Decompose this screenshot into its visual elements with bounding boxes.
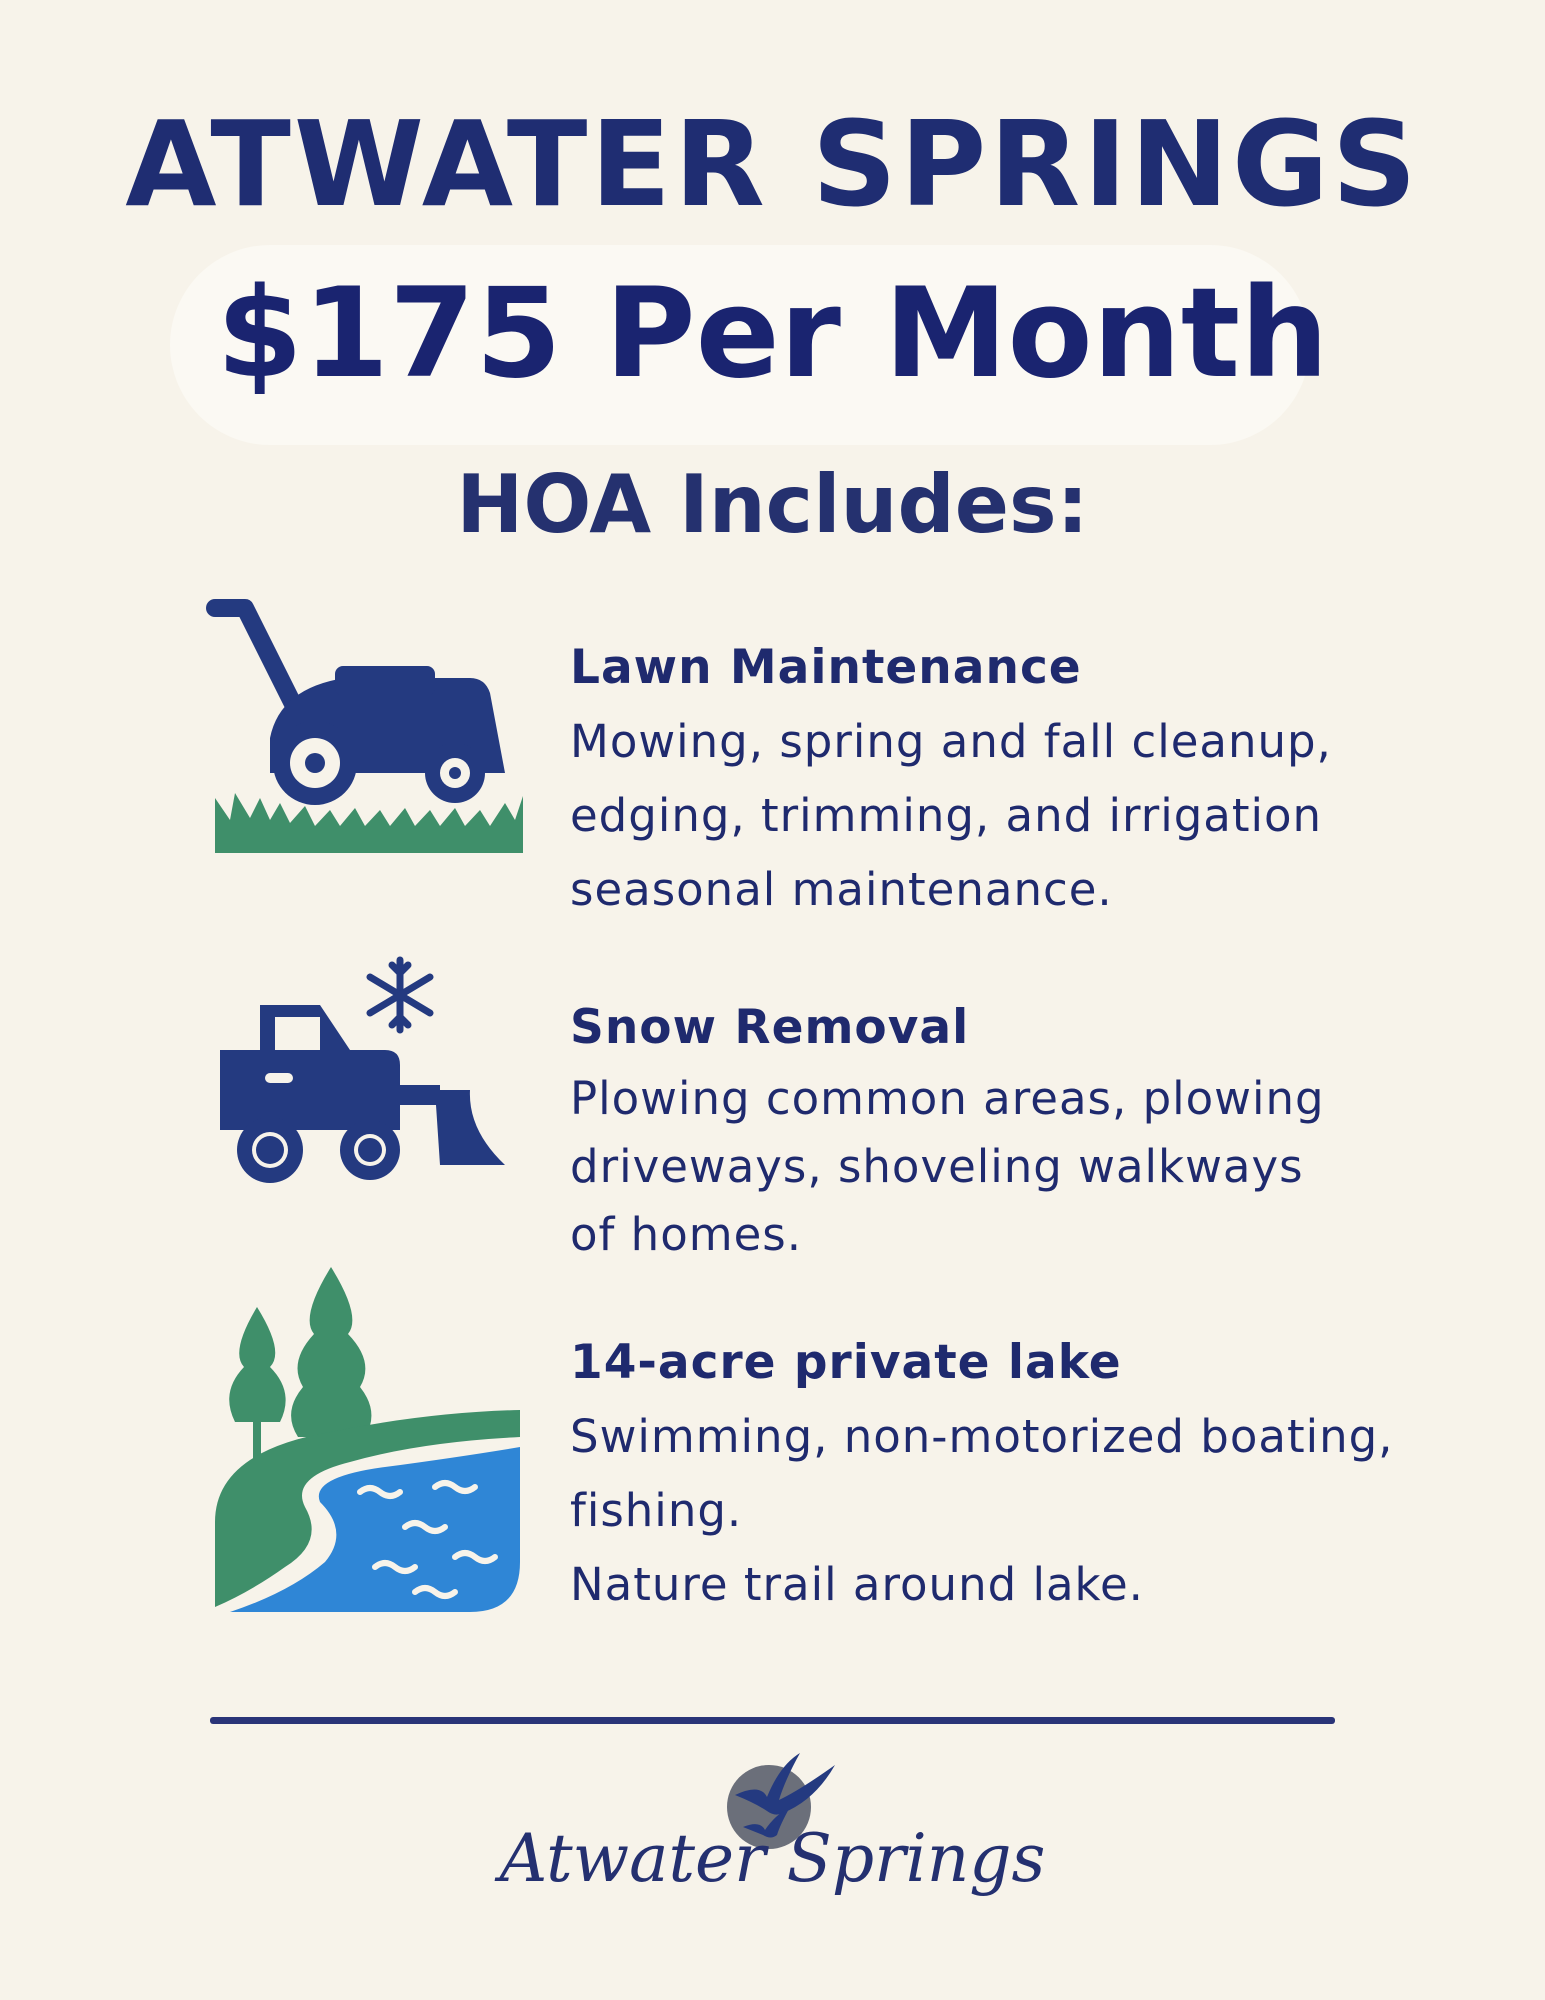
item-title: Lawn Maintenance [570, 640, 1082, 695]
footer-divider [210, 1717, 1335, 1724]
description-line: edging, trimming, and irrigation [570, 789, 1323, 842]
item-description [570, 705, 1332, 927]
snow-plow-icon [210, 955, 510, 1185]
description-line: seasonal maintenance. [570, 863, 1113, 916]
includes-heading: HOA Includes: [456, 458, 1089, 551]
item-description [570, 1065, 1325, 1269]
page-title: ATWATER SPRINGS [125, 95, 1420, 233]
snow-removal-item [570, 1000, 1325, 1269]
private-lake-item [570, 1335, 1393, 1622]
description-line: of homes. [570, 1208, 803, 1261]
brand-name: Atwater Springs [499, 1820, 1046, 1897]
lawn-maintenance-item [570, 640, 1332, 927]
description-line: Plowing common areas, plowing [570, 1072, 1325, 1125]
lawn-mower-icon [205, 598, 530, 858]
lake-trees-icon [210, 1262, 530, 1622]
item-title: 14-acre private lake [570, 1335, 1122, 1390]
item-title: Snow Removal [570, 1000, 970, 1055]
description-line: Mowing, spring and fall cleanup, [570, 715, 1332, 768]
price-label: $175 Per Month [216, 262, 1329, 406]
description-line: fishing. [570, 1484, 743, 1537]
description-line: Swimming, non-motorized boating, [570, 1410, 1394, 1463]
item-description [570, 1400, 1393, 1622]
description-line: driveways, shoveling walkways [570, 1140, 1304, 1193]
description-line: Nature trail around lake. [570, 1558, 1144, 1611]
